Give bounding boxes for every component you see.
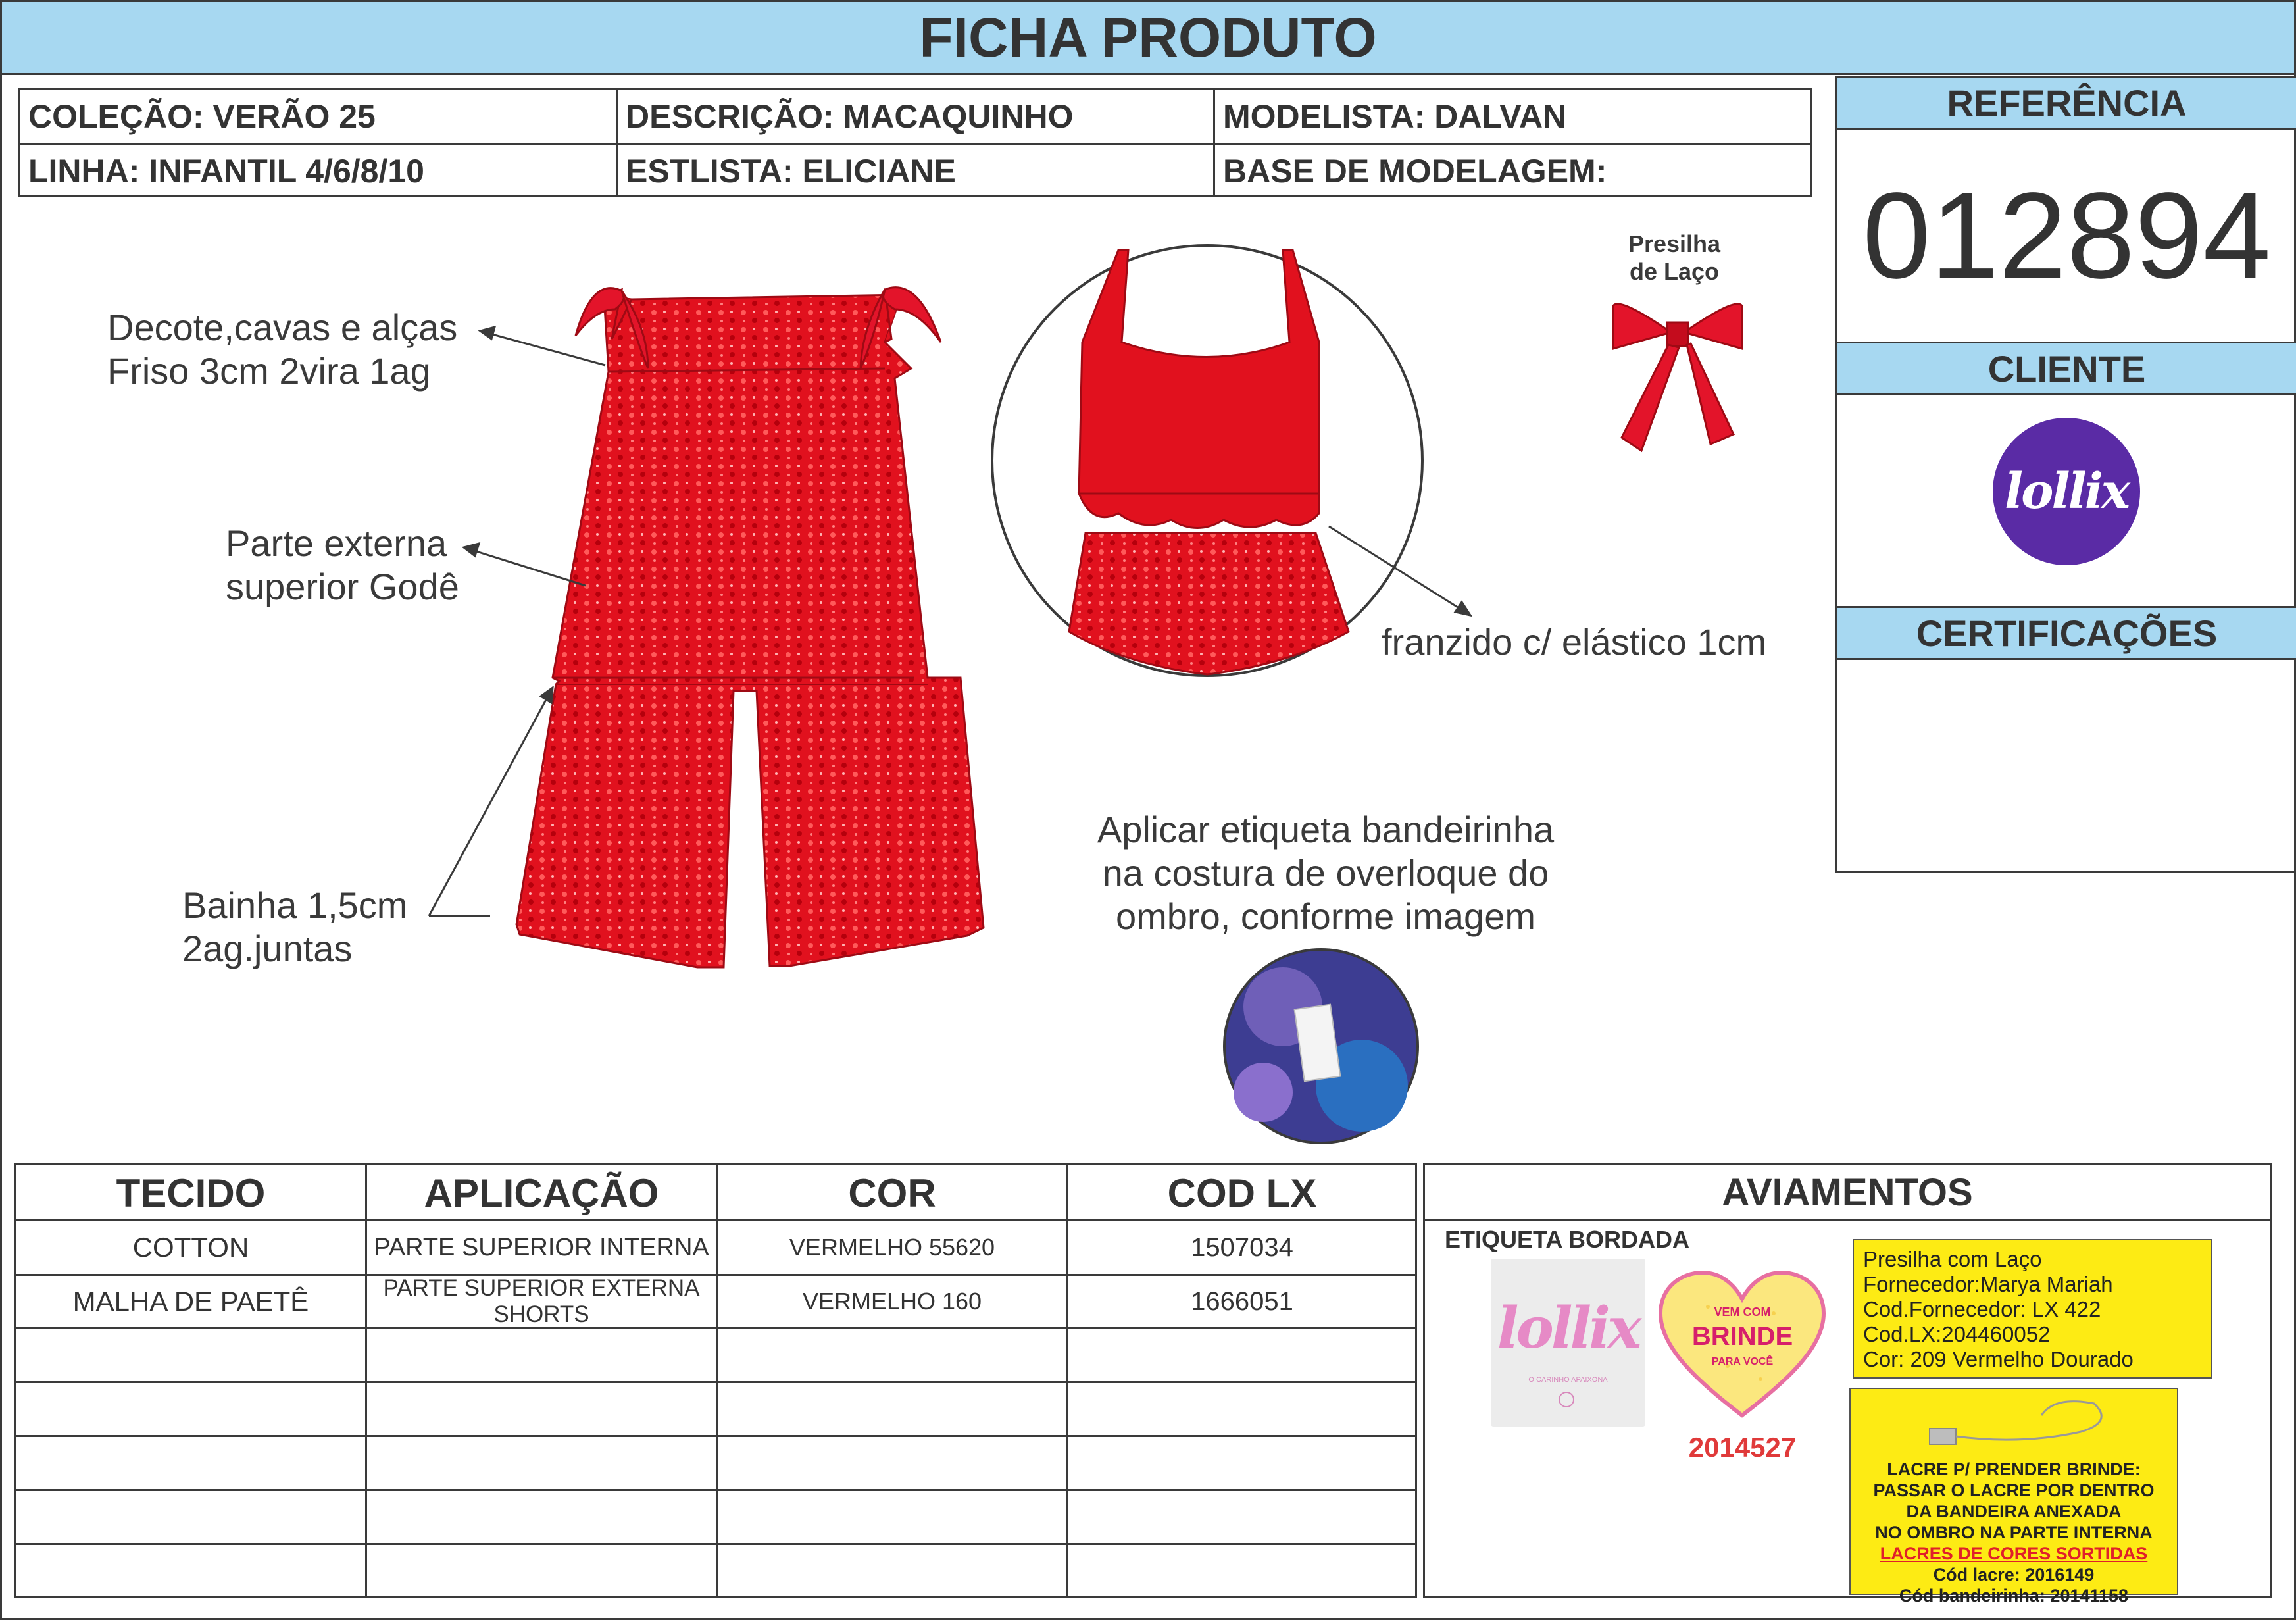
page-title: FICHA PRODUTO [2, 2, 2294, 75]
etiqueta-photo [1224, 949, 1418, 1143]
etiqueta-bordada-label: ETIQUETA BORDADA [1445, 1226, 1689, 1253]
note-etiqueta-line1: Aplicar etiqueta bandeirinha [1097, 809, 1555, 850]
descricao-field: DESCRIÇÃO: MACAQUINHO [626, 98, 1074, 135]
header-tecido: TECIDO [116, 1171, 266, 1215]
cell-codlx-row1: 1507034 [1191, 1233, 1293, 1262]
note-etiqueta-line3: ombro, conforme imagem [1115, 896, 1535, 937]
back-view-drawing [992, 245, 1422, 676]
note-bainha-line1: Bainha 1,5cm [182, 884, 408, 926]
header-cor: COR [848, 1171, 936, 1215]
certificacoes-header: CERTIFICAÇÕES [1837, 606, 2296, 660]
heart-tag-code: 2014527 [1688, 1432, 1797, 1463]
note-presilha-line2: de Laço [1629, 258, 1720, 285]
note-presilha-line1: Presilha [1628, 230, 1721, 257]
header-cod-lx: COD LX [1167, 1171, 1317, 1215]
table-divider [16, 1489, 1415, 1491]
presilha-laco-bow [1613, 304, 1742, 451]
cell-codlx-row2: 1666051 [1191, 1287, 1293, 1316]
presilha-line5: Cor: 209 Vermelho Dourado [1863, 1347, 2134, 1371]
cell-cor-row2: VERMELHO 160 [802, 1288, 982, 1315]
presilha-line1: Presilha com Laço [1863, 1247, 2042, 1271]
presilha-line2: Fornecedor:Marya Mariah [1863, 1272, 2113, 1296]
note-decote-line2: Friso 3cm 2vira 1ag [107, 350, 431, 392]
lacre-seal-icon [1923, 1396, 2120, 1461]
note-parte-line2: superior Godê [226, 566, 459, 607]
cell-cor-row1: VERMELHO 55620 [789, 1234, 995, 1261]
referencia-value: 012894 [1862, 167, 2271, 304]
front-view-drawing [516, 288, 984, 967]
fabric-table [14, 1163, 1417, 1598]
cell-tecido-row2: MALHA DE PAETÊ [72, 1286, 309, 1317]
lacre-line5: LACRES DE CORES SORTIDAS [1880, 1544, 2148, 1563]
note-bainha [182, 884, 407, 971]
lacre-line1: LACRE P/ PRENDER BRINDE: [1887, 1459, 2141, 1479]
modelista-field: MODELISTA: DALVAN [1223, 98, 1567, 135]
tag-size-icon [1559, 1392, 1574, 1407]
lacre-line7: Cód bandeirinha: 20141158 [1899, 1586, 2129, 1606]
note-bainha-line2: 2ag.juntas [182, 928, 353, 969]
presilha-info-box [1853, 1239, 2212, 1379]
etiqueta-bordada-tag [1491, 1259, 1645, 1427]
lacre-info-box [1849, 1388, 2178, 1606]
lacre-line6: Cód lacre: 2016149 [1933, 1565, 2095, 1584]
colecao-field: COLEÇÃO: VERÃO 25 [28, 98, 376, 135]
tag-logo-text: lollix [1497, 1295, 1639, 1361]
note-franzido: franzido c/ elástico 1cm [1382, 621, 1767, 663]
note-presilha [1618, 230, 1730, 286]
aviamentos-panel [1423, 1163, 2272, 1606]
note-decote [107, 306, 457, 393]
estilista-field: ESTLISTA: ELICIANE [626, 153, 956, 190]
lacre-text [1851, 1459, 2177, 1606]
heart-text-line2: BRINDE [1691, 1322, 1793, 1351]
lollix-logo-text: lollix [2005, 463, 2128, 520]
lacre-line2: PASSAR O LACRE POR DENTRO [1873, 1481, 2155, 1500]
base-modelagem-field: BASE DE MODELAGEM: [1223, 153, 1607, 190]
presilha-line4: Cod.LX:204460052 [1863, 1322, 2051, 1346]
table-divider [16, 1435, 1415, 1437]
lacre-line3: DA BANDEIRA ANEXADA [1906, 1502, 2122, 1521]
cell-tecido-row1: COTTON [132, 1232, 249, 1263]
note-etiqueta-line2: na costura de overloque do [1102, 852, 1549, 894]
note-decote-line1: Decote,cavas e alças [107, 307, 458, 348]
cell-aplicacao-row2: PARTE SUPERIOR EXTERNA SHORTS [383, 1275, 700, 1327]
referencia-header: REFERÊNCIA [1837, 76, 2296, 130]
cliente-header: CLIENTE [1837, 342, 2296, 395]
table-divider [16, 1327, 1415, 1329]
table-divider [16, 1543, 1415, 1545]
note-etiqueta [1062, 808, 1589, 938]
table-divider [16, 1381, 1415, 1383]
note-parte-externa [226, 522, 459, 609]
aviamentos-title: AVIAMENTOS [1722, 1171, 1973, 1214]
linha-field: LINHA: INFANTIL 4/6/8/10 [28, 153, 424, 190]
heart-text-line1: VEM COM [1714, 1305, 1771, 1319]
cell-aplicacao-row1: PARTE SUPERIOR INTERNA [374, 1234, 709, 1261]
note-parte-line1: Parte externa [226, 522, 447, 564]
header-aplicacao: APLICAÇÃO [424, 1171, 659, 1215]
tag-subtext: O CARINHO APAIXONA [1528, 1376, 1608, 1384]
lacre-line4: NO OMBRO NA PARTE INTERNA [1875, 1523, 2153, 1542]
presilha-line3: Cod.Fornecedor: LX 422 [1863, 1297, 2101, 1321]
aviamentos-divider [1425, 1219, 2270, 1221]
heart-text-line3: PARA VOCÊ [1711, 1356, 1774, 1367]
